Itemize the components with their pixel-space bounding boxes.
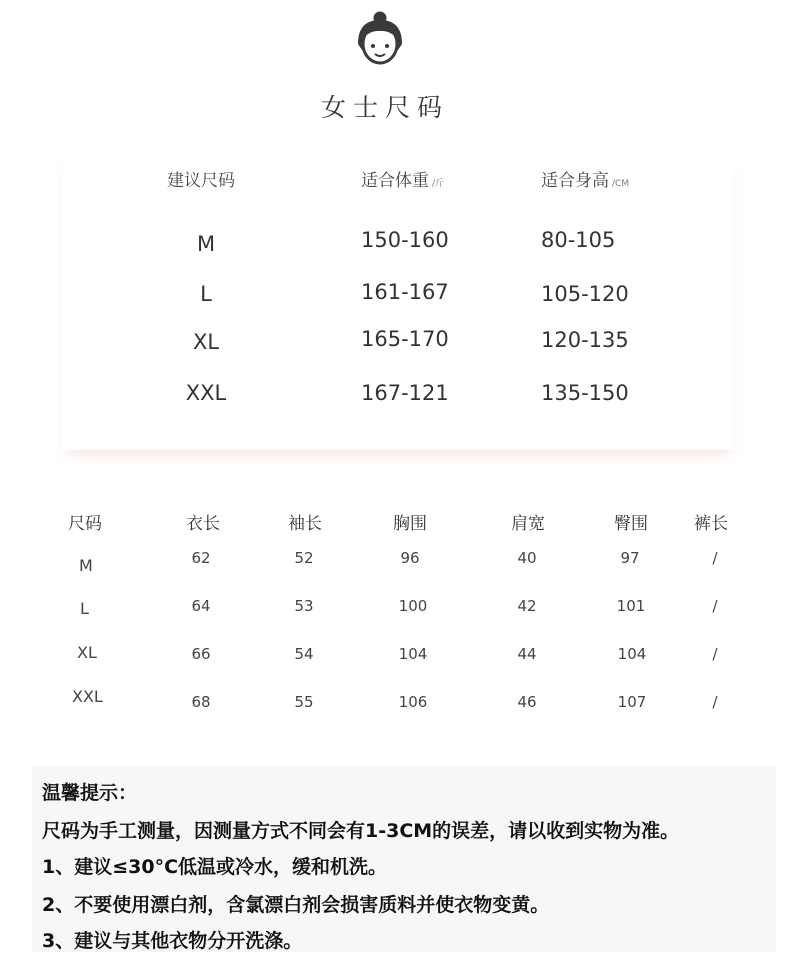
measure-cell: 97 xyxy=(620,549,640,567)
measure-cell: / xyxy=(712,597,718,615)
measure-cell: 40 xyxy=(517,549,537,567)
tips-title: 温馨提示： xyxy=(42,782,138,804)
recommend-row-size: M xyxy=(196,232,216,256)
recommend-row-weight: 161-167 xyxy=(361,280,449,304)
tip-line: 3、建议与其他衣物分开洗涤。 xyxy=(42,930,303,952)
measure-cell: / xyxy=(712,693,718,711)
measure-cell: 100 xyxy=(398,597,428,615)
measure-cell: 42 xyxy=(517,597,537,615)
measure-cell: 107 xyxy=(617,693,647,711)
height-unit: /CM xyxy=(612,179,630,189)
measure-cell: 52 xyxy=(294,549,314,567)
measure-cell: 106 xyxy=(398,693,428,711)
recommend-row-weight: 167-121 xyxy=(361,381,449,405)
tips-box xyxy=(32,766,776,952)
measure-row-size: XXL xyxy=(72,687,103,706)
weight-unit: /斤 xyxy=(432,179,445,189)
header-pants: 裤长 xyxy=(694,514,728,534)
measure-cell: / xyxy=(712,645,718,663)
recommend-row-weight: 150-160 xyxy=(361,228,449,252)
measure-cell: 68 xyxy=(191,693,211,711)
measure-cell: 62 xyxy=(191,549,211,567)
header-size: 建议尺码 xyxy=(167,171,235,191)
recommend-row-size: XL xyxy=(192,330,220,354)
woman-face-icon xyxy=(353,6,407,66)
measure-cell: 53 xyxy=(294,597,314,615)
header-weight: 适合体重 /斤 xyxy=(361,171,445,191)
measure-cell: 46 xyxy=(517,693,537,711)
recommend-row-size: L xyxy=(200,282,212,306)
tip-line: 尺码为手工测量，因测量方式不同会有1-3CM的误差，请以收到实物为准。 xyxy=(42,820,680,842)
header-height: 适合身高 /CM xyxy=(541,171,630,191)
measure-cell: 44 xyxy=(517,645,537,663)
measure-cell: 66 xyxy=(191,645,211,663)
recommend-row-height: 80-105 xyxy=(541,228,616,252)
header-shoulder: 肩宽 xyxy=(511,514,545,534)
measure-row-size: M xyxy=(79,556,93,575)
measure-cell: 101 xyxy=(616,597,646,615)
measure-cell: 96 xyxy=(400,549,420,567)
recommend-row-height: 120-135 xyxy=(541,328,629,352)
measure-row-size: L xyxy=(80,599,89,618)
header-hip: 臀围 xyxy=(614,514,648,534)
measure-cell: 54 xyxy=(294,645,314,663)
measure-cell: 55 xyxy=(294,693,314,711)
measure-cell: 64 xyxy=(191,597,211,615)
recommend-row-size: XXL xyxy=(185,381,227,405)
tip-line: 1、建议≤30°C低温或冷水，缓和机洗。 xyxy=(42,856,388,878)
recommend-row-weight: 165-170 xyxy=(361,327,449,351)
measure-row-size: XL xyxy=(77,643,97,662)
measure-cell: 104 xyxy=(398,645,428,663)
header-length: 衣长 xyxy=(186,514,220,534)
tip-line: 2、不要使用漂白剂，含氯漂白剂会损害质料并使衣物变黄。 xyxy=(42,894,550,916)
measure-cell: 104 xyxy=(617,645,647,663)
header-sleeve: 袖长 xyxy=(288,514,322,534)
header-chest: 胸围 xyxy=(393,514,427,534)
header-size: 尺码 xyxy=(68,514,102,534)
recommend-row-height: 105-120 xyxy=(541,282,629,306)
page-title: 女士尺码 xyxy=(320,93,449,122)
measure-cell: / xyxy=(712,549,718,567)
recommend-row-height: 135-150 xyxy=(541,381,629,405)
